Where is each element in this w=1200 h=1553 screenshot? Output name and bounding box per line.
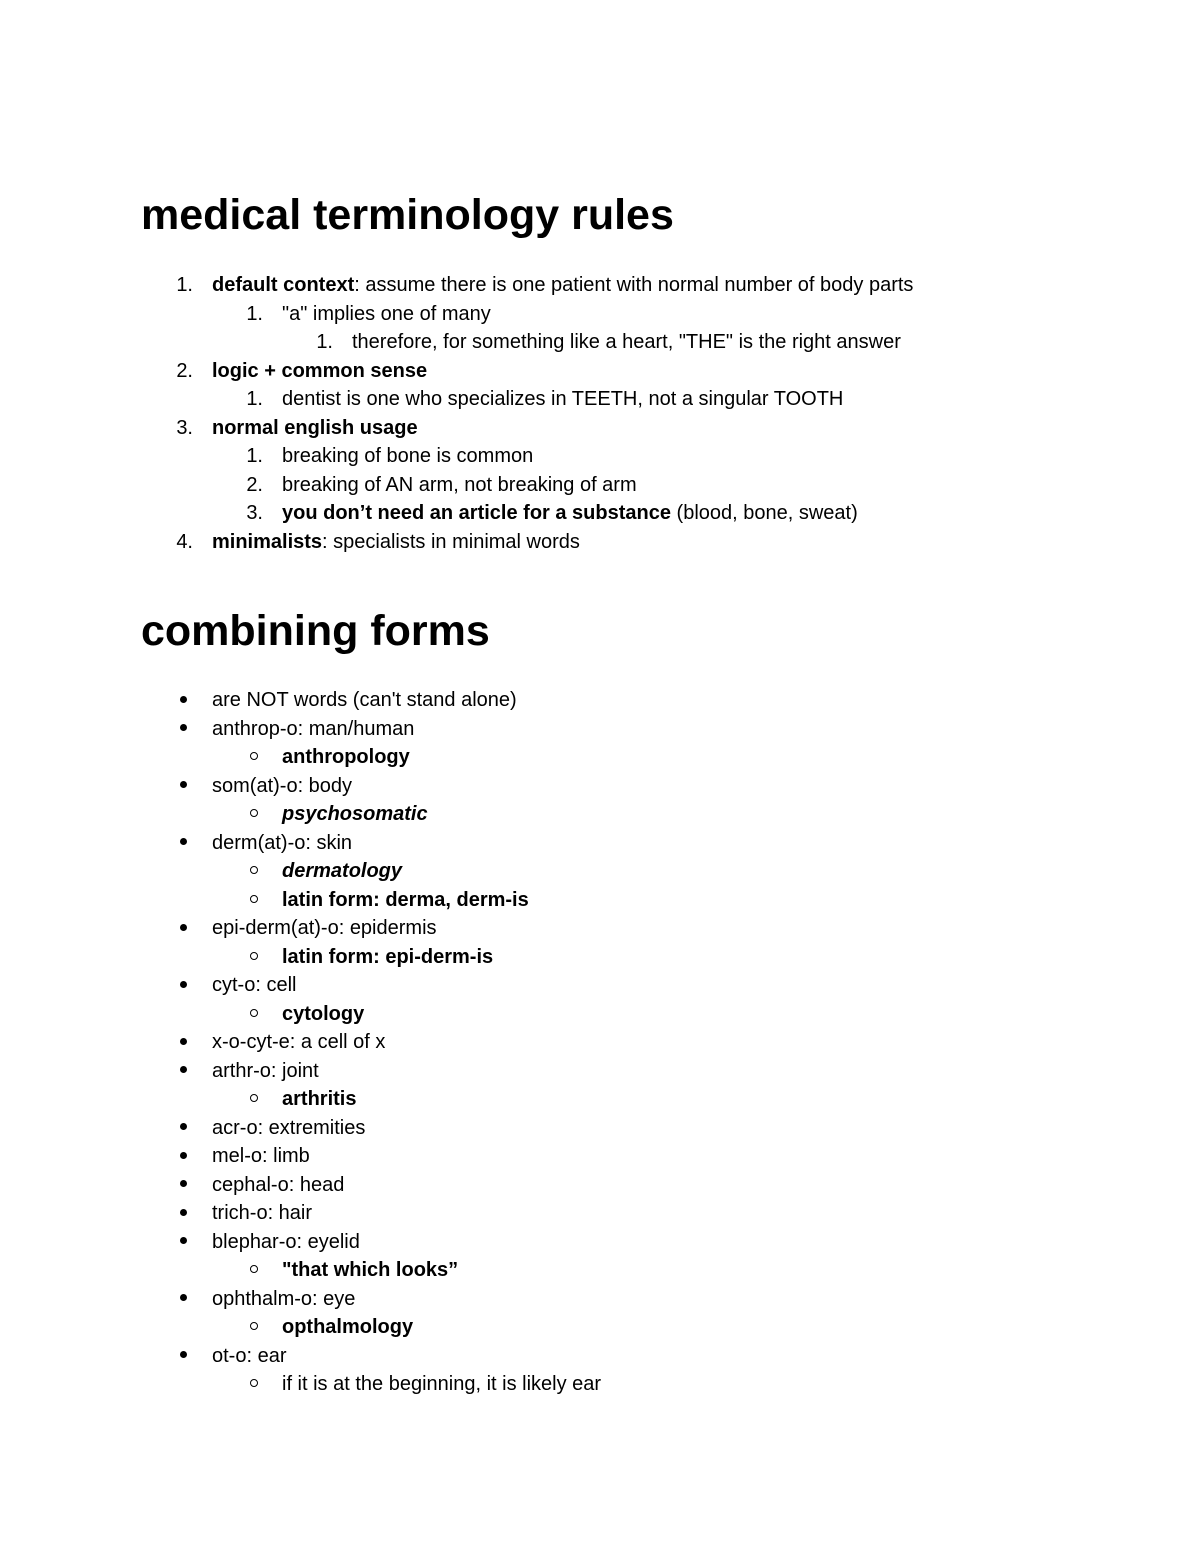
bullet-icon	[173, 829, 193, 858]
list-item-text: opthalmology	[282, 1316, 414, 1338]
bullet-icon	[173, 686, 193, 715]
bullet-icon	[173, 1028, 193, 1057]
list-number: 2.	[246, 473, 263, 496]
list-number: 1.	[246, 302, 263, 325]
list-item-text: "a" implies one of many	[282, 302, 491, 325]
bullet-icon	[173, 715, 193, 744]
list-item-text: psychosomatic	[282, 803, 428, 825]
hollow-bullet-icon	[244, 800, 264, 829]
list-item-text: cytology	[282, 1002, 365, 1025]
list-item-text: normal english usage	[212, 416, 418, 439]
list-item-text: arthr-o: joint	[212, 1059, 319, 1082]
list-item-text: som(at)-o: body	[212, 774, 353, 797]
list-item-text: ot-o: ear	[212, 1344, 287, 1367]
list-item-text: mel-o: limb	[212, 1145, 310, 1167]
list-item-text: acr-o: extremities	[212, 1116, 366, 1139]
bullet-icon	[173, 1142, 193, 1171]
list-item-text: dermatology	[282, 860, 403, 882]
list-item-text: anthropology	[282, 746, 410, 768]
list-item-text: if it is at the beginning, it is likely ear	[282, 1373, 602, 1395]
bold-term: default context	[212, 274, 355, 296]
hollow-bullet-icon	[244, 943, 264, 972]
list-item-text: derm(at)-o: skin	[212, 831, 353, 854]
bullet-icon	[173, 1285, 193, 1314]
list-number: 3.	[246, 502, 263, 524]
list-number: 1.	[246, 388, 263, 410]
list-item-text: cephal-o: head	[212, 1173, 345, 1196]
hollow-bullet-icon	[244, 1085, 264, 1114]
list-number: 4.	[176, 530, 193, 553]
list-item-text: breaking of AN arm, not breaking of arm	[282, 473, 637, 496]
list-item-text	[212, 528, 580, 557]
hollow-bullet-icon	[244, 743, 264, 772]
bullet-icon	[173, 1199, 193, 1228]
hollow-bullet-icon	[244, 857, 264, 886]
section-heading-combining-forms: combining forms	[141, 607, 490, 655]
bold-term: you don’t need an article for a substance	[282, 502, 671, 524]
bullet-icon	[173, 1228, 193, 1257]
list-number: 1.	[246, 445, 263, 467]
list-number: 1.	[176, 274, 193, 296]
hollow-bullet-icon	[244, 886, 264, 915]
list-item-text: anthrop-o: man/human	[212, 717, 415, 740]
list-item-text: epi-derm(at)-o: epidermis	[212, 917, 437, 939]
bullet-icon	[173, 971, 193, 1000]
list-item-text: breaking of bone is common	[282, 445, 534, 467]
hollow-bullet-icon	[244, 1000, 264, 1029]
term-description: : assume there is one patient with normal number of body parts	[354, 274, 914, 296]
bullet-icon	[173, 1114, 193, 1143]
list-item-text: trich-o: hair	[212, 1202, 313, 1224]
list-item-text: logic + common sense	[212, 359, 428, 382]
list-item-text: are NOT words (can't stand alone)	[212, 689, 517, 711]
list-number: 3.	[176, 416, 193, 439]
list-item-text: cyt-o: cell	[212, 974, 297, 996]
list-item-text: x-o-cyt-e: a cell of x	[212, 1031, 386, 1053]
hollow-bullet-icon	[244, 1313, 264, 1342]
list-item-text: latin form: epi-derm-is	[282, 945, 494, 968]
bullet-icon	[173, 1171, 193, 1200]
list-item-text: arthritis	[282, 1088, 357, 1110]
list-item-text: therefore, for something like a heart, "THE" is the right answer	[352, 331, 901, 353]
term-description: : specialists in minimal words	[322, 530, 580, 553]
hollow-bullet-icon	[244, 1370, 264, 1399]
list-item-text: "that which looks”	[282, 1259, 459, 1281]
bold-term: minimalists	[212, 530, 323, 553]
list-item-text: ophthalm-o: eye	[212, 1287, 356, 1310]
bullet-icon	[173, 1057, 193, 1086]
hollow-bullet-icon	[244, 1256, 264, 1285]
section-heading-rules: medical terminology rules	[141, 191, 674, 239]
list-item-text	[282, 499, 858, 528]
bullet-icon	[173, 914, 193, 943]
list-item-text: dentist is one who specializes in TEETH, not a singular TOOTH	[282, 388, 844, 410]
term-description: (blood, bone, sweat)	[670, 502, 858, 524]
list-item-text: blephar-o: eyelid	[212, 1230, 360, 1253]
list-number: 2.	[176, 359, 193, 382]
list-item-text: latin form: derma, derm-is	[282, 888, 529, 911]
bullet-icon	[173, 772, 193, 801]
list-number: 1.	[316, 331, 333, 353]
bullet-icon	[173, 1342, 193, 1371]
list-item-text	[212, 271, 913, 300]
